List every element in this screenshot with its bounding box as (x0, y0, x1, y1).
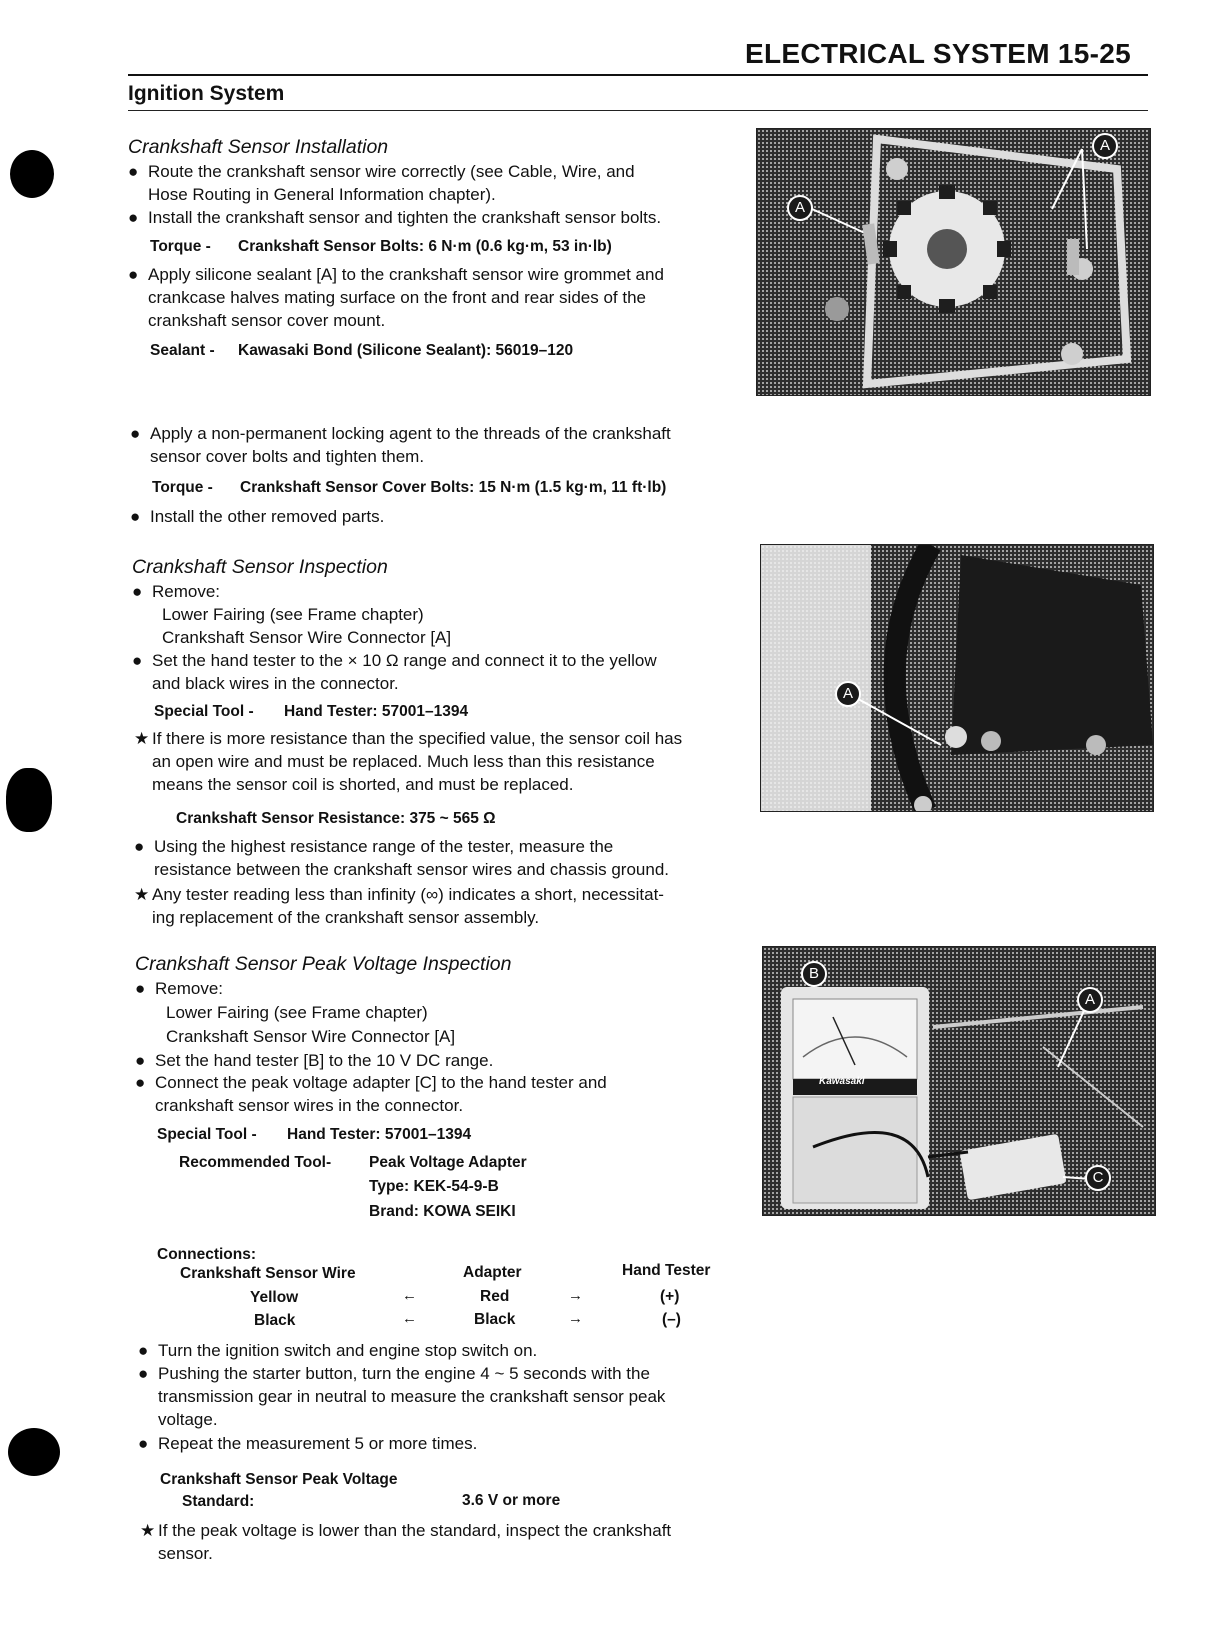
inspection-bullet-3: ● Using the highest resistance range of the tester, measure the resistance between the crankshaft sensor wires and chassis ground. (134, 837, 669, 879)
peak-voltage-title: Crankshaft Sensor Peak Voltage Inspection (135, 953, 512, 975)
inspection-star-2: ★ Any tester reading less than infinity (∞) indicates a short, necessitat- ing replacement of the crankshaft sensor assembly. (134, 885, 664, 927)
bullet-icon: ● (138, 1341, 149, 1360)
recommended-tool-name: Peak Voltage Adapter (369, 1154, 527, 1171)
peak-star-1: ★ If the peak voltage is lower than the standard, inspect the crankshaft sensor. (140, 1521, 672, 1563)
bullet-icon: ● (135, 979, 146, 998)
peak-voltage-spec-label: Crankshaft Sensor Peak Voltage (160, 1471, 398, 1488)
section-title: Ignition System (128, 82, 285, 105)
bullet-icon: ● (134, 837, 145, 856)
connections-row1-adapter: Red (480, 1288, 510, 1305)
bullet-icon: ● (132, 651, 143, 670)
bullet-icon: ● (135, 1073, 146, 1092)
bullet-icon: ● (128, 162, 139, 181)
inspection-remove-item-1: Lower Fairing (see Frame chapter) (162, 605, 424, 624)
callout-a-left: A (787, 195, 813, 221)
recommended-tool-type: Type: KEK-54-9-B (369, 1178, 499, 1195)
callout-a: A (1077, 987, 1103, 1013)
peak-bullet-remove: ● Remove: (135, 979, 224, 998)
peak-tool-value: Hand Tester: 57001–1394 (287, 1126, 472, 1143)
callout-a-right: A (1092, 133, 1118, 159)
callout-a: A (835, 681, 861, 707)
bullet-icon: ● (135, 1051, 146, 1070)
peak-voltage-standard-value: 3.6 V or more (462, 1492, 561, 1509)
connections-row2-wire: Black (254, 1312, 296, 1329)
binder-hole-mark-top (10, 150, 54, 198)
peak-bullet-6: ● Repeat the measurement 5 or more times. (138, 1434, 478, 1453)
peak-voltage-standard-label: Standard: (182, 1493, 255, 1510)
sealant-label: Sealant - (150, 342, 215, 359)
figure-crankshaft-sensor-connector (760, 544, 1154, 812)
star-icon: ★ (134, 885, 150, 904)
peak-remove-item-2: Crankshaft Sensor Wire Connector [A] (166, 1027, 456, 1046)
bullet-icon: ● (128, 265, 139, 284)
meter-brand-label: Kawasaki (819, 1076, 865, 1087)
connections-row1-wire: Yellow (250, 1289, 299, 1306)
torque-2-label: Torque - (152, 479, 213, 496)
sealant-value: Kawasaki Bond (Silicone Sealant): 56019–120 (238, 342, 574, 359)
torque-2-value: Crankshaft Sensor Cover Bolts: 15 N·m (1.5 kg·m, 11 ft·lb) (240, 479, 667, 496)
sensor-cover-illustration (757, 129, 1150, 395)
star-icon: ★ (134, 729, 150, 748)
torque-1-label: Torque - (150, 238, 211, 255)
connections-col-sensor-wire: Crankshaft Sensor Wire (180, 1265, 356, 1282)
peak-remove-item-1: Lower Fairing (see Frame chapter) (166, 1003, 428, 1022)
peak-bullet-3: ● Connect the peak voltage adapter [C] to the hand tester and crankshaft sensor wires in the connector. (135, 1073, 607, 1115)
figure-crankshaft-sensor-installation (756, 128, 1151, 396)
installation-title: Crankshaft Sensor Installation (128, 136, 389, 158)
binder-hole-mark-bottom (8, 1428, 60, 1476)
connections-row2-tester: (–) (662, 1311, 681, 1328)
connections-row1-tester: (+) (660, 1288, 680, 1305)
connections-col-adapter: Adapter (463, 1264, 522, 1281)
connections-col-hand-tester: Hand Tester (622, 1262, 711, 1279)
bullet-icon: ● (128, 208, 139, 227)
inspection-tool-label: Special Tool - (154, 703, 254, 720)
installation-bullet-3: ● Apply silicone sealant [A] to the crankshaft sensor wire grommet and crankcase halves mating surface on the front and rear sides of the crankshaft sensor cover mount. (128, 265, 664, 330)
figure-peak-voltage-setup (762, 946, 1156, 1216)
arrow-right-icon: → (568, 1287, 583, 1304)
connections-row2-adapter: Black (474, 1311, 516, 1328)
bullet-icon: ● (132, 582, 143, 601)
bullet-icon: ● (130, 507, 141, 526)
arrow-right-icon: → (568, 1310, 583, 1327)
peak-bullet-5: ● Pushing the starter button, turn the engine 4 ~ 5 seconds with the transmission gear in neutral to measure the crankshaft sensor peak voltage. (138, 1364, 666, 1429)
torque-1-value: Crankshaft Sensor Bolts: 6 N·m (0.6 kg·m, 53 in·lb) (238, 238, 612, 255)
inspection-title: Crankshaft Sensor Inspection (132, 556, 388, 578)
arrow-left-icon: ← (402, 1287, 417, 1304)
installation-bullet-5: ● Install the other removed parts. (130, 507, 385, 526)
binder-hole-mark-middle (6, 768, 52, 832)
bullet-icon: ● (138, 1364, 149, 1383)
connections-heading: Connections: (157, 1246, 257, 1263)
inspection-bullet-2: ● Set the hand tester to the × 10 Ω range and connect it to the yellow and black wires in the connector. (132, 651, 657, 693)
section-rule (128, 110, 1148, 111)
inspection-star-1: ★ If there is more resistance than the specified value, the sensor coil has an open wire and must be replaced. Much less than this resistance means the sensor coil is shorted, and must be replaced. (134, 729, 683, 794)
callout-c: C (1085, 1165, 1111, 1191)
bullet-icon: ● (138, 1434, 149, 1453)
arrow-left-icon: ← (402, 1310, 417, 1327)
star-icon: ★ (140, 1521, 156, 1540)
header-rule (128, 74, 1148, 76)
callout-b: B (801, 961, 827, 987)
recommended-tool-label: Recommended Tool- (179, 1154, 332, 1171)
connector-illustration (761, 545, 1153, 811)
sensor-resistance-spec: Crankshaft Sensor Resistance: 375 ~ 565 Ω (176, 810, 496, 827)
inspection-tool-value: Hand Tester: 57001–1394 (284, 703, 469, 720)
peak-bullet-2: ● Set the hand tester [B] to the 10 V DC range. (135, 1051, 494, 1070)
inspection-bullet-remove: ● Remove: (132, 582, 221, 601)
page-header-title: ELECTRICAL SYSTEM 15-25 (745, 38, 1132, 69)
recommended-tool-brand: Brand: KOWA SEIKI (369, 1203, 516, 1220)
installation-bullet-4: ● Apply a non-permanent locking agent to the threads of the crankshaft sensor cover bolts and tighten them. (130, 424, 671, 466)
peak-bullet-4: ● Turn the ignition switch and engine stop switch on. (138, 1341, 538, 1360)
installation-bullet-1: ● Route the crankshaft sensor wire correctly (see Cable, Wire, and Hose Routing in General Information chapter). (128, 162, 635, 204)
inspection-remove-item-2: Crankshaft Sensor Wire Connector [A] (162, 628, 452, 647)
peak-tool-label: Special Tool - (157, 1126, 257, 1143)
bullet-icon: ● (130, 424, 141, 443)
installation-bullet-2: ● Install the crankshaft sensor and tighten the crankshaft sensor bolts. (128, 208, 662, 227)
